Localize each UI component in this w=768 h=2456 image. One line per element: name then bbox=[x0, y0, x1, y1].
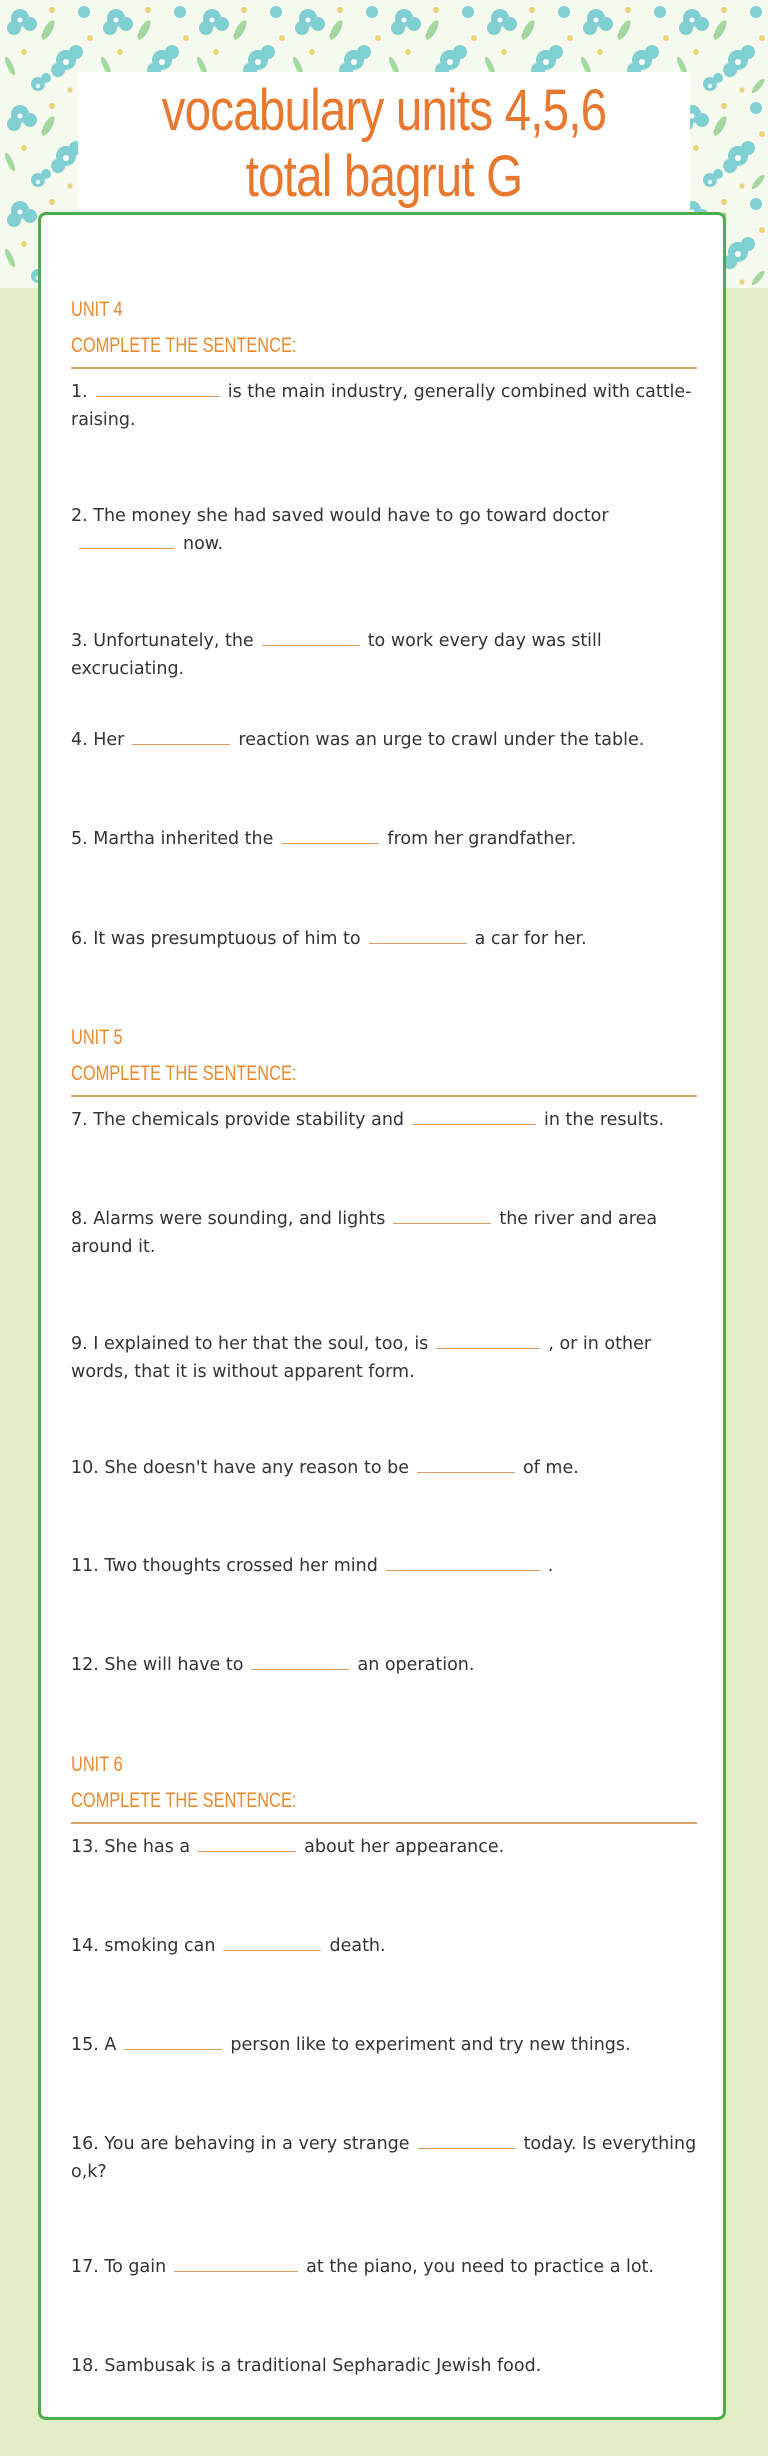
answer-blank-17[interactable] bbox=[174, 2253, 298, 2272]
question-1: 1. is the main industry, generally combined with cattle-raising. bbox=[71, 378, 697, 434]
answer-blank-1[interactable] bbox=[96, 378, 220, 397]
answer-blank-2[interactable] bbox=[79, 530, 175, 549]
question-2: 2. The money she had saved would have to go toward doctornow. bbox=[71, 506, 609, 554]
unit-6-heading: UNIT 6 bbox=[71, 1753, 123, 1776]
unit-6-instruction: COMPLETE THE SENTENCE: bbox=[71, 1789, 297, 1812]
answer-blank-6[interactable] bbox=[369, 925, 467, 944]
unit-5-divider bbox=[71, 1095, 697, 1097]
unit-5-heading: UNIT 5 bbox=[71, 1026, 123, 1049]
answer-blank-12[interactable] bbox=[251, 1651, 349, 1670]
answer-blank-13[interactable] bbox=[198, 1833, 296, 1852]
question-3: 3. Unfortunately, the to work every day was still excruciating. bbox=[71, 627, 697, 683]
question-13: 13. She has a about her appearance. bbox=[71, 1833, 697, 1861]
answer-blank-10[interactable] bbox=[417, 1454, 515, 1473]
page-title: vocabulary units 4,5,6 total bagrut G bbox=[161, 78, 607, 209]
answer-blank-5[interactable] bbox=[281, 825, 379, 844]
question-7: 7. The chemicals provide stability and in the results. bbox=[71, 1106, 697, 1134]
answer-blank-3[interactable] bbox=[262, 627, 360, 646]
answer-blank-9[interactable] bbox=[436, 1330, 540, 1349]
question-18: 18. Sambusak is a traditional Sepharadic Jewish food. bbox=[71, 2356, 542, 2376]
answer-blank-7[interactable] bbox=[412, 1106, 536, 1125]
question-10: 10. She doesn't have any reason to be of me. bbox=[71, 1454, 697, 1482]
question-12: 12. She will have to an operation. bbox=[71, 1651, 697, 1679]
unit-5-instruction: COMPLETE THE SENTENCE: bbox=[71, 1062, 297, 1085]
question-8: 8. Alarms were sounding, and lights the river and area around it. bbox=[71, 1205, 697, 1261]
question-6: 6. It was presumptuous of him to a car for her. bbox=[71, 925, 697, 953]
answer-blank-14[interactable] bbox=[223, 1932, 321, 1951]
unit-6-divider bbox=[71, 1822, 697, 1824]
answer-blank-4[interactable] bbox=[132, 726, 230, 745]
question-16: 16. You are behaving in a very strange today. Is everything o,k? bbox=[71, 2130, 697, 2186]
answer-blank-15[interactable] bbox=[124, 2031, 222, 2050]
question-14: 14. smoking can death. bbox=[71, 1932, 697, 1960]
unit-4-heading: UNIT 4 bbox=[71, 298, 123, 321]
question-4: 4. Her reaction was an urge to crawl under the table. bbox=[71, 726, 697, 754]
question-17: 17. To gain at the piano, you need to practice a lot. bbox=[71, 2253, 697, 2281]
question-15: 15. A person like to experiment and try new things. bbox=[71, 2031, 697, 2059]
question-11: 11. Two thoughts crossed her mind . bbox=[71, 1552, 697, 1580]
question-9: 9. I explained to her that the soul, too, is , or in other words, that it is without apparent form. bbox=[71, 1330, 697, 1386]
answer-blank-11[interactable] bbox=[386, 1552, 540, 1571]
unit-4-instruction: COMPLETE THE SENTENCE: bbox=[71, 334, 297, 357]
answer-blank-16[interactable] bbox=[418, 2130, 516, 2149]
answer-blank-8[interactable] bbox=[393, 1205, 491, 1224]
unit-4-divider bbox=[71, 367, 697, 369]
question-5: 5. Martha inherited the from her grandfather. bbox=[71, 825, 697, 853]
